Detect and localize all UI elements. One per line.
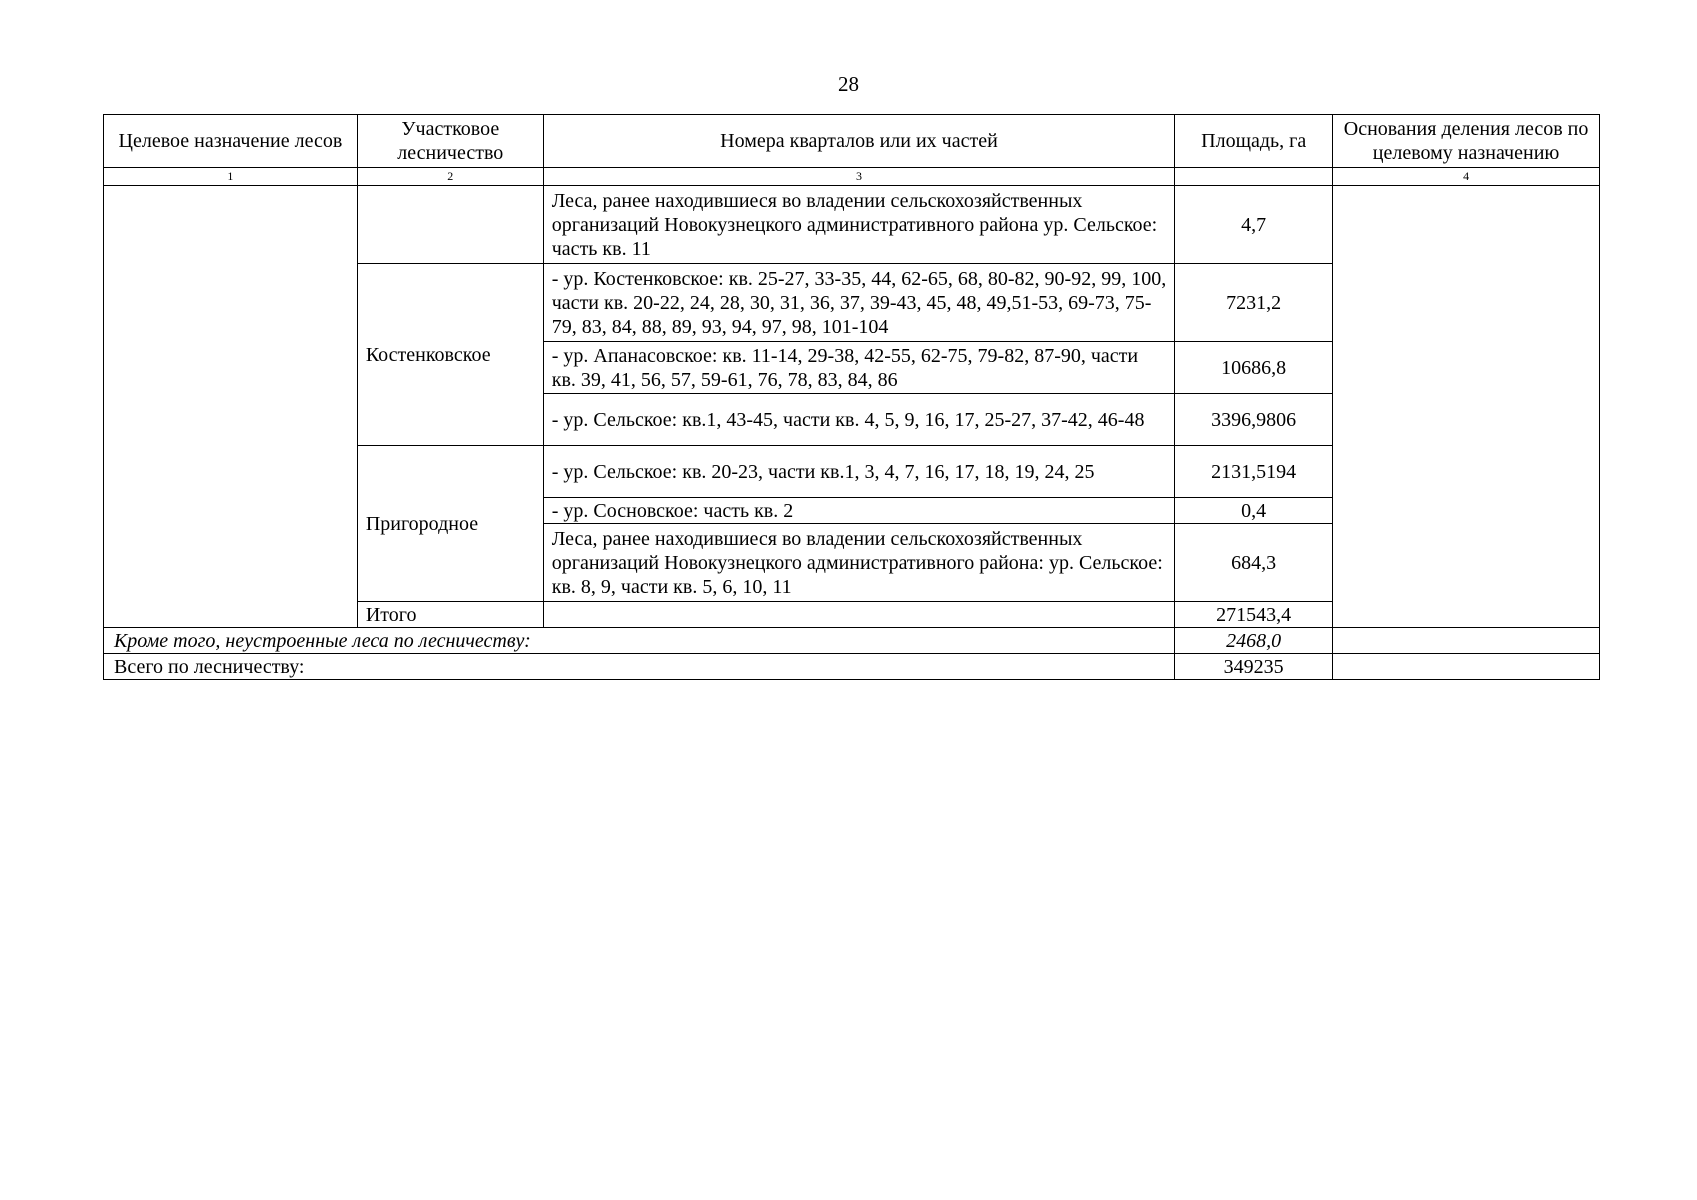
district-cell-empty [357, 186, 543, 264]
itogo-empty [543, 602, 1174, 628]
quarters-cell: - ур. Сосновское: часть кв. 2 [543, 498, 1174, 524]
column-number: 4 [1333, 168, 1600, 186]
header-basis: Основания деления лесов по целевому назначению [1333, 115, 1600, 168]
basis-cell [1333, 186, 1600, 628]
column-number [1175, 168, 1333, 186]
table-row [104, 186, 1600, 264]
column-number: 1 [104, 168, 358, 186]
krome-basis-empty [1333, 628, 1600, 654]
quarters-cell: - ур. Апанасовское: кв. 11-14, 29-38, 42-55, 62-75, 79-82, 87-90, части кв. 39, 41, 56, 57, 59-61, 76, 78, 83, 84, 86 [543, 342, 1174, 394]
krome-value: 2468,0 [1175, 628, 1333, 654]
vsego-label: Всего по лесничеству: [104, 654, 1175, 680]
purpose-cell [104, 186, 358, 628]
quarters-cell: - ур. Сельское: кв.1, 43-45, части кв. 4, 5, 9, 16, 17, 25-27, 37-42, 46-48 [543, 394, 1174, 446]
column-number: 2 [357, 168, 543, 186]
page-number: 28 [838, 72, 859, 96]
quarters-cell: Леса, ранее находившиеся во владении сельскохозяйственных организаций Новокузнецкого административного района: ур. Сельское: кв. 8, 9, части кв. 5, 6, 10, 11 [543, 524, 1174, 602]
area-cell: 3396,9806 [1175, 394, 1333, 446]
forest-division-table [103, 114, 1600, 680]
area-cell: 0,4 [1175, 498, 1333, 524]
header-area: Площадь, га [1175, 115, 1333, 168]
quarters-cell: - ур. Сельское: кв. 20-23, части кв.1, 3, 4, 7, 16, 17, 18, 19, 24, 25 [543, 446, 1174, 498]
header-purpose: Целевое назначение лесов [104, 115, 358, 168]
itogo-value: 271543,4 [1175, 602, 1333, 628]
krome-label: Кроме того, неустроенные леса по лесничеству: [104, 628, 1175, 654]
header-row [104, 115, 1600, 168]
vsego-basis-empty [1333, 654, 1600, 680]
quarters-cell: - ур. Костенковское: кв. 25-27, 33-35, 44, 62-65, 68, 80-82, 90-92, 99, 100, части кв. 20-22, 24, 28, 30, 31, 36, 37, 39-43, 45, 48, 49,51-53, 69-73, 75-79, 83, 84, 88, 89, 93, 94, 97, 98, 101-104 [543, 264, 1174, 342]
area-cell: 4,7 [1175, 186, 1333, 264]
area-cell: 7231,2 [1175, 264, 1333, 342]
district-prigorodnoe: Пригородное [357, 446, 543, 602]
vsego-value: 349235 [1175, 654, 1333, 680]
district-kostenkovskoe: Костенковское [357, 264, 543, 446]
column-number: 3 [543, 168, 1174, 186]
area-cell: 10686,8 [1175, 342, 1333, 394]
krome-row [104, 628, 1600, 654]
quarters-cell: Леса, ранее находившиеся во владении сельскохозяйственных организаций Новокузнецкого административного района ур. Сельское: часть кв. 11 [543, 186, 1174, 264]
area-cell: 2131,5194 [1175, 446, 1333, 498]
column-numbers-row [104, 168, 1600, 186]
itogo-label: Итого [357, 602, 543, 628]
vsego-row [104, 654, 1600, 680]
area-cell: 684,3 [1175, 524, 1333, 602]
header-quarters: Номера кварталов или их частей [543, 115, 1174, 168]
header-district-forestry: Участковое лесничество [357, 115, 543, 168]
